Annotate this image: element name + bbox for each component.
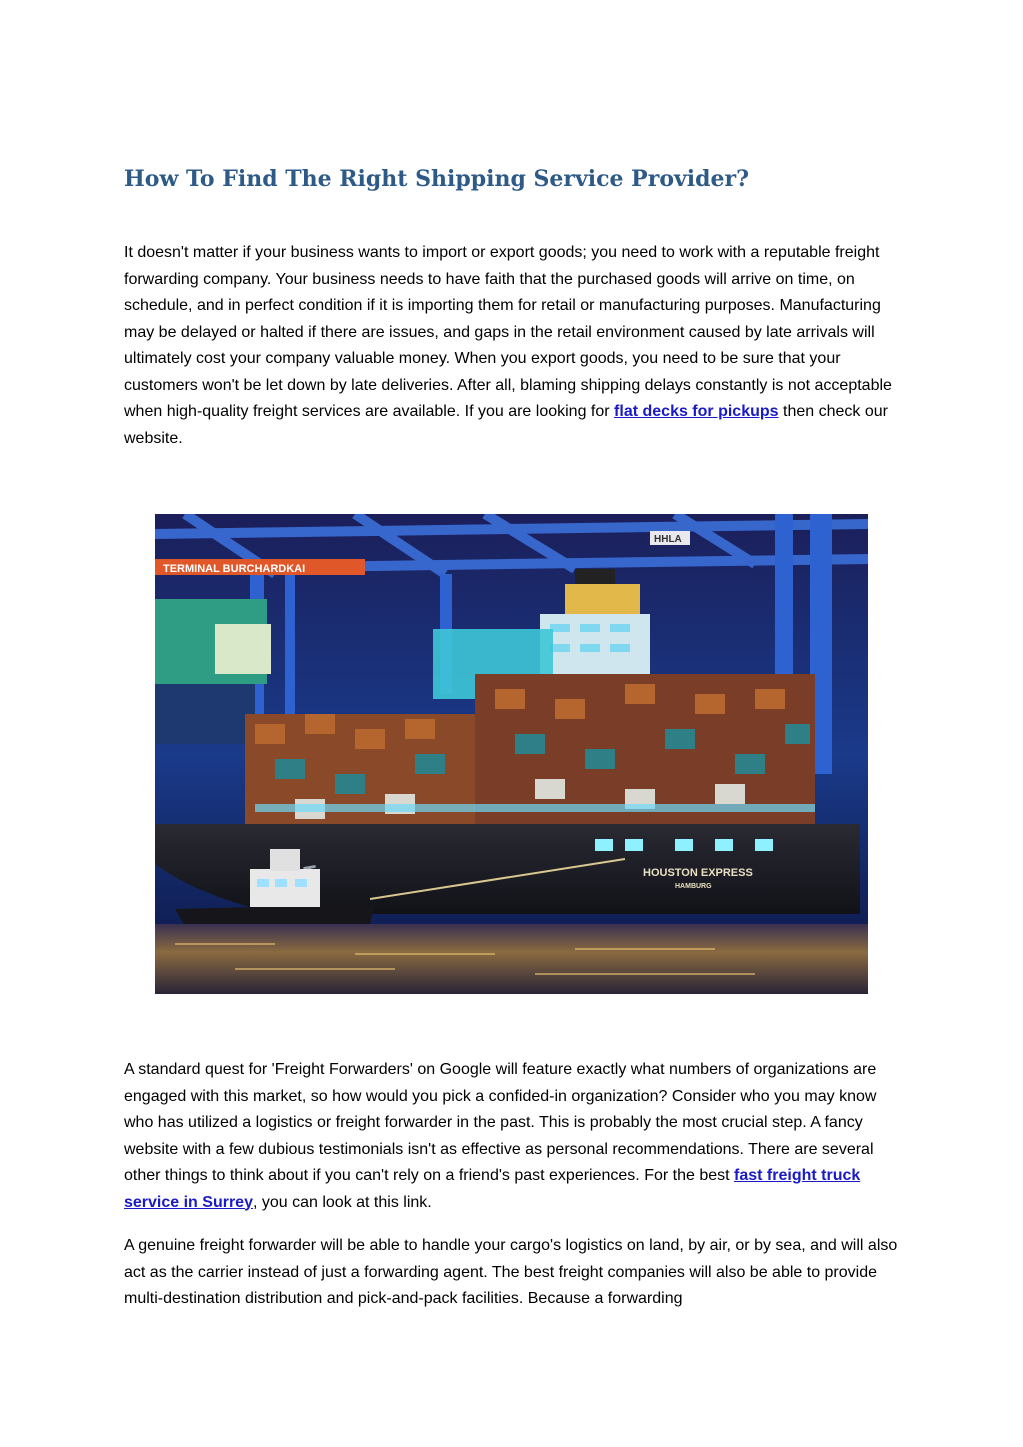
container-ship-illustration bbox=[155, 514, 868, 994]
link-flat-decks[interactable]: flat decks for pickups bbox=[614, 403, 779, 420]
terminal-sign-text: TERMINAL BURCHARDKAI bbox=[163, 563, 306, 575]
crane-sign-text: HHLA bbox=[654, 534, 682, 545]
paragraph-intro-tail: then check our website. bbox=[124, 403, 888, 447]
paragraph-intro-text: It doesn't matter if your business wants to import or export goods; you need to work with a reputable freight forwarding company. Your business needs to have faith that the purchased goods will arrive on time, on schedule, and in perfect condition if it is importing them for retail or manufacturing purposes. Manufacturing may be delayed or halted if there are issues, and gaps in the retail environment caused by late arrivals will ultimately cost your company valuable money. When you export goods, you need to be sure that your customers won't be let down by late deliveries. After all, blaming shipping delays constantly is not acceptable when high-quality freight services are available. If you are looking for bbox=[124, 244, 892, 420]
article-title: How To Find The Right Shipping Service Provider? bbox=[124, 166, 749, 192]
paragraph-forwarders-text: A standard quest for 'Freight Forwarders' on Google will feature exactly what numbers of organizations are engaged with this market, so how would you pick a confided-in organization? Consider who you may know who has utilized a logistics or freight forwarder in the past. This is probably the most crucial step. A fancy website with a few dubious testimonials isn't as effective as personal recommendations. There are several other things to think about if you can't rely on a friend's past experiences. For the best bbox=[124, 1061, 877, 1184]
paragraph-forwarders bbox=[124, 1057, 904, 1216]
container-ship-photo bbox=[155, 514, 868, 994]
paragraph-intro bbox=[124, 240, 904, 452]
ship-port-text: HAMBURG bbox=[675, 883, 712, 890]
ship-name-text: HOUSTON EXPRESS bbox=[643, 867, 753, 879]
link-fast-freight-surrey[interactable]: fast freight truck service in Surrey bbox=[124, 1167, 861, 1211]
paragraph-genuine-forwarder: A genuine freight forwarder will be able to handle your cargo's logistics on land, by air, or by sea, and will also act as the carrier instead of just a forwarding agent. The best freight companies will also be able to provide multi-destination distribution and pick-and-pack facilities. Because a forwarding bbox=[124, 1237, 898, 1307]
paragraph-forwarders-tail: , you can look at this link. bbox=[252, 1193, 432, 1211]
